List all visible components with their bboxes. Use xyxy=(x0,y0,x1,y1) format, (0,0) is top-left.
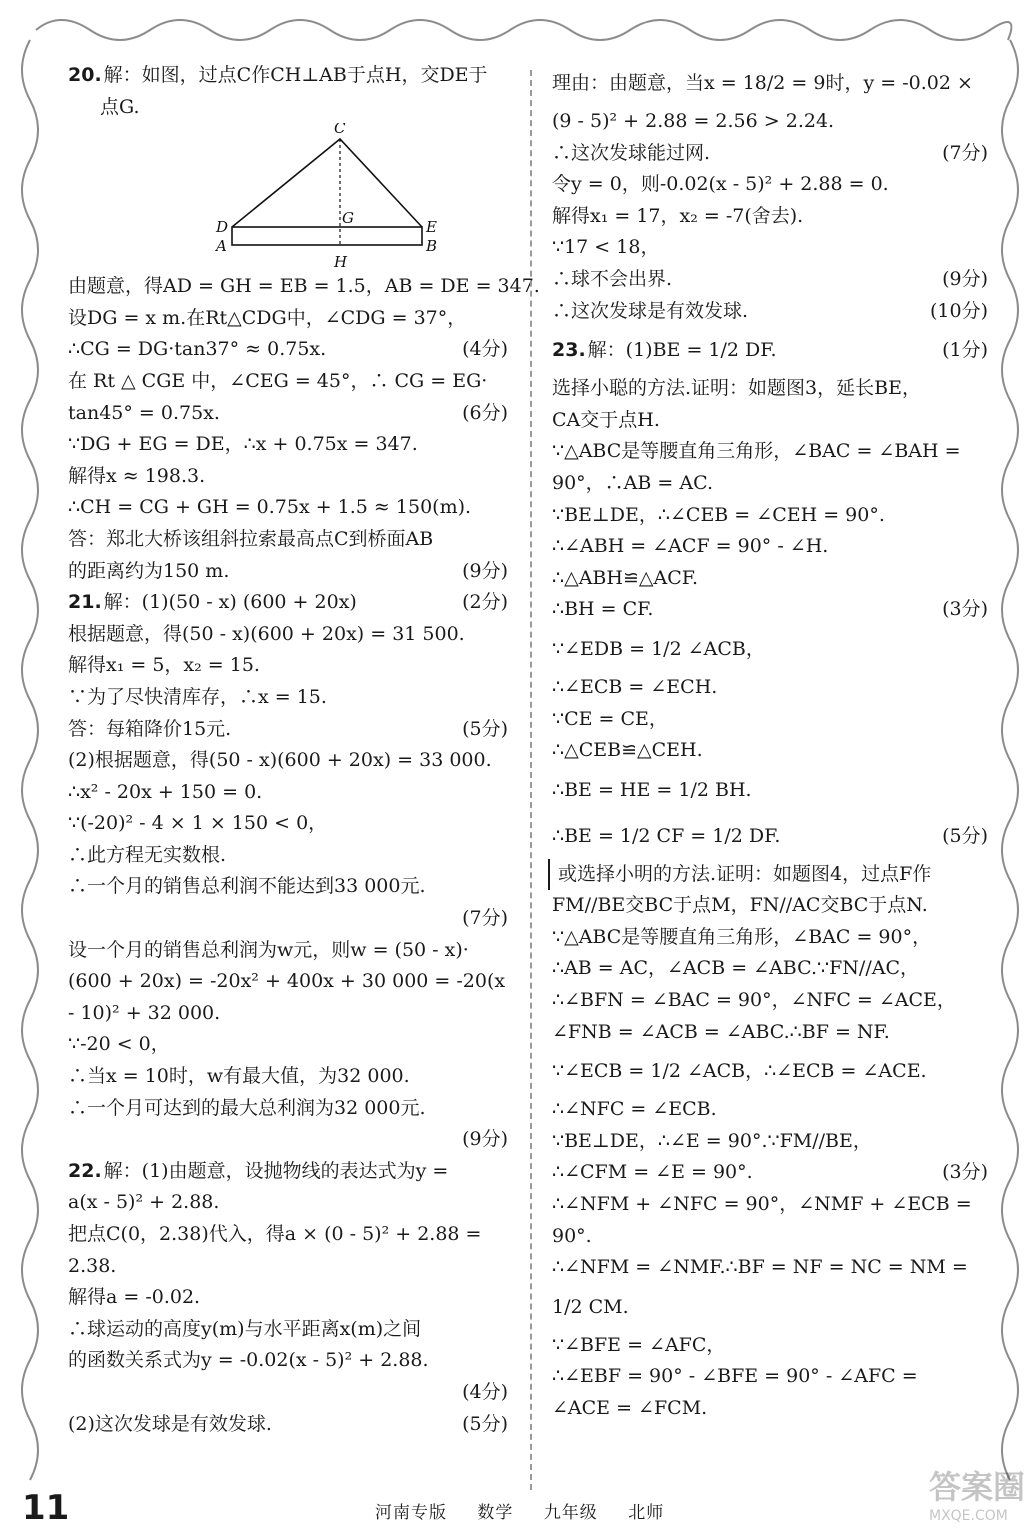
solution-text: ∵为了尽快清库存，∴x = 15. xyxy=(68,685,327,708)
score-marker: (3分) xyxy=(942,598,988,621)
solution-text: ∴当x = 10时，w有最大值，为32 000. xyxy=(68,1065,410,1088)
solution-text: 设一个月的销售总利润为w元，则w = (50 - x)· xyxy=(68,938,469,961)
left-line xyxy=(68,1409,508,1441)
left-line xyxy=(68,1345,508,1377)
solution-text: 90°，∴AB = AC. xyxy=(552,471,713,494)
solution-text: ∠FNB = ∠ACB = ∠ABC.∴BF = NF. xyxy=(552,1020,890,1043)
right-line xyxy=(552,169,988,201)
left-line xyxy=(68,871,508,903)
footer-subject: 数学 xyxy=(477,1503,514,1523)
right-line xyxy=(552,1017,988,1049)
question-number: 21. xyxy=(68,591,102,614)
solution-text: ∵CE = CE， xyxy=(552,707,668,730)
right-line xyxy=(552,1157,988,1189)
left-line xyxy=(68,619,508,651)
score-marker: (7分) xyxy=(942,141,988,164)
right-line xyxy=(552,201,988,233)
right-line xyxy=(552,813,988,859)
solution-text: 选择小聪的方法.证明：如题图3，延长BE， xyxy=(552,377,921,400)
left-line xyxy=(68,587,508,619)
right-line xyxy=(552,405,988,437)
footer-labels xyxy=(375,1498,688,1523)
left-line xyxy=(68,524,508,556)
question-number: 22. xyxy=(68,1159,102,1182)
left-line xyxy=(68,1314,508,1346)
watermark-logo xyxy=(929,1462,1025,1524)
right-line xyxy=(552,60,988,106)
solution-text: ∴△ABH≌△ACF. xyxy=(552,566,699,589)
left-line xyxy=(68,556,508,588)
solution-text: (600 + 20x) = -20x² + 400x + 30 000 = -20(x xyxy=(68,970,506,993)
right-line xyxy=(552,1393,988,1425)
score-marker: (3分) xyxy=(942,1161,988,1184)
question-number: 20. xyxy=(68,64,102,86)
solution-text: ∴球运动的高度y(m)与水平距离x(m)之间 xyxy=(68,1317,422,1340)
right-line xyxy=(552,264,988,296)
solution-text: ∴∠CFM = ∠E = 90°. xyxy=(552,1161,753,1184)
score-marker: (9分) xyxy=(462,559,508,582)
left-line xyxy=(68,303,508,335)
left-line xyxy=(68,1156,508,1188)
score-marker: (7分) xyxy=(462,907,508,930)
left-line xyxy=(68,935,508,967)
solution-text: ∴这次发球是有效发球. xyxy=(552,299,749,322)
left-line xyxy=(68,1093,508,1125)
point-label-d: D xyxy=(216,218,229,237)
question-number: 23. xyxy=(552,339,586,362)
right-line xyxy=(552,1189,988,1221)
right-line xyxy=(552,704,988,736)
score-marker: (2分) xyxy=(462,591,508,614)
cable-lines xyxy=(232,139,422,227)
footer-edition: 河南专版 xyxy=(375,1503,447,1523)
right-line xyxy=(552,232,988,264)
score-marker: (5分) xyxy=(462,717,508,740)
solution-text: 由题意，得AD = GH = EB = 1.5，AB = DE = 347. xyxy=(68,275,540,298)
solution-text: ∴AB = AC，∠ACB = ∠ABC.∵FN//AC， xyxy=(552,957,919,980)
score-marker: (5分) xyxy=(942,824,988,847)
right-line xyxy=(552,890,988,922)
solution-text: a(x - 5)² + 2.88. xyxy=(68,1191,220,1214)
right-line xyxy=(552,106,988,138)
solution-text: (2)这次发球是有效发球. xyxy=(68,1412,272,1435)
right-line xyxy=(552,468,988,500)
right-line xyxy=(552,138,988,170)
solution-text: ∴这次发球能过网. xyxy=(552,141,711,164)
left-line xyxy=(68,271,540,303)
solution-text: ∵(-20)² - 4 × 1 × 150 < 0， xyxy=(68,812,328,835)
right-line xyxy=(552,373,988,405)
solution-text: (2)根据题意，得(50 - x)(600 + 20x) = 33 000. xyxy=(68,749,492,772)
right-line xyxy=(552,767,988,813)
watermark-line1: 答案圈 xyxy=(928,1468,1025,1506)
solution-text: 解得x₁ = 5，x₂ = 15. xyxy=(68,654,260,677)
solution-text: 理由：由题意，当x = 18/2 = 9时，y = -0.02 × xyxy=(552,72,973,94)
solution-text: tan45° = 0.75x. xyxy=(68,401,220,424)
watermark-line2: MXQE.COM xyxy=(928,1508,1008,1524)
left-line xyxy=(68,903,508,935)
solution-text: 点G. xyxy=(100,95,140,118)
left-line xyxy=(68,650,508,682)
left-line xyxy=(68,1124,508,1156)
score-marker: (4分) xyxy=(462,338,508,361)
solution-text: 2.38. xyxy=(68,1254,117,1277)
solution-text: ∴∠NFC = ∠ECB. xyxy=(552,1098,717,1121)
left-line xyxy=(68,1219,508,1251)
right-line xyxy=(548,859,988,891)
score-marker: (9分) xyxy=(942,267,988,290)
solution-text: ∴∠ECB = ∠ECH. xyxy=(552,675,718,698)
right-line xyxy=(552,672,988,704)
right-line xyxy=(552,1361,988,1393)
right-line xyxy=(552,953,988,985)
solution-text: ∵∠ECB = 1/2 ∠ACB，∴∠ECB = ∠ACE. xyxy=(552,1060,927,1083)
left-line xyxy=(68,714,508,746)
solution-text: 解：(1)(50 - x) (600 + 20x) xyxy=(103,591,357,614)
solution-text: ∵△ABC是等腰直角三角形，∠BAC = ∠BAH = xyxy=(552,440,961,463)
solution-text: ∴BE = 1/2 CF = 1/2 DF. xyxy=(552,824,781,847)
solution-text: ∴∠EBF = 90° - ∠BFE = 90° - ∠AFC = xyxy=(552,1365,918,1388)
left-line xyxy=(68,745,508,777)
left-line xyxy=(68,92,508,124)
point-label-e: E xyxy=(426,218,437,237)
solution-text: ∴一个月的销售总利润不能达到33 000元. xyxy=(68,875,426,898)
solution-text: ∵17 < 18， xyxy=(552,236,660,259)
right-line xyxy=(552,1221,988,1253)
solution-text: ∴∠NFM = ∠NMF.∴BF = NF = NC = NM = xyxy=(552,1256,968,1279)
solution-text: 令y = 0，则-0.02(x - 5)² + 2.88 = 0. xyxy=(552,173,889,196)
left-line xyxy=(68,682,508,714)
point-label-h: H xyxy=(334,253,348,272)
solution-text: 把点C(0，2.38)代入，得a × (0 - 5)² + 2.88 = xyxy=(68,1223,482,1245)
left-line xyxy=(68,398,508,430)
left-line xyxy=(68,966,508,998)
footer-version: 北师 xyxy=(628,1503,665,1523)
score-marker: (1分) xyxy=(942,339,988,362)
column-divider xyxy=(530,70,532,1490)
solution-text: ∵BE⊥DE，∴∠CEB = ∠CEH = 90°. xyxy=(552,503,885,526)
score-marker: (6分) xyxy=(462,401,508,424)
solution-text: 解：(1)由题意，设抛物线的表达式为y = xyxy=(103,1159,449,1182)
left-line xyxy=(68,492,508,524)
solution-text: ∴∠ABH = ∠ACF = 90° - ∠H. xyxy=(552,535,829,558)
score-marker: (10分) xyxy=(929,299,988,322)
left-line xyxy=(68,777,508,809)
right-line xyxy=(552,1126,988,1158)
solution-text: 解：如图，过点C作CH⊥AB于点H，交DE于 xyxy=(103,64,488,86)
solution-text: 90°. xyxy=(552,1224,592,1247)
right-line xyxy=(552,296,988,328)
solution-text: 的距离约为150 m. xyxy=(68,559,230,582)
point-label-g: G xyxy=(342,209,354,228)
right-line xyxy=(552,563,988,595)
solution-text: ∵△ABC是等腰直角三角形，∠BAC = 90°， xyxy=(552,925,932,948)
solution-text: ∴CH = CG + GH = 0.75x + 1.5 ≈ 150(m). xyxy=(68,496,472,519)
score-marker: (4分) xyxy=(462,1380,508,1403)
left-line xyxy=(68,60,508,92)
right-line xyxy=(552,1330,988,1362)
solution-text: 的函数关系式为y = -0.02(x - 5)² + 2.88. xyxy=(68,1349,429,1372)
right-column xyxy=(552,60,988,1425)
solution-text: ∴BH = CF. xyxy=(552,598,654,621)
solution-text: ∴此方程无实数根. xyxy=(68,843,227,866)
solution-text: 解得x ≈ 198.3. xyxy=(68,464,206,487)
solution-text: 解得a = -0.02. xyxy=(68,1286,201,1309)
right-line xyxy=(552,1284,988,1330)
point-label-a: A xyxy=(216,237,227,256)
left-line xyxy=(68,1251,508,1283)
solution-text: ∵∠BFE = ∠AFC， xyxy=(552,1333,726,1356)
right-line xyxy=(552,436,988,468)
right-line xyxy=(552,500,988,532)
solution-text: ∴BE = HE = 1/2 BH. xyxy=(552,778,752,801)
solution-text: 根据题意，得(50 - x)(600 + 20x) = 31 500. xyxy=(68,622,465,645)
bridge-deck xyxy=(232,227,422,245)
right-line xyxy=(552,1048,988,1094)
solution-text: 1/2 CM. xyxy=(552,1295,629,1318)
solution-text: ∵DG + EG = DE，∴x + 0.75x = 347. xyxy=(68,433,418,456)
solution-text: CA交于点H. xyxy=(552,408,660,431)
right-line xyxy=(552,1094,988,1126)
left-column xyxy=(68,60,540,1440)
right-line xyxy=(552,531,988,563)
left-line xyxy=(68,1187,508,1219)
solution-text: ∴△CEB≌△CEH. xyxy=(552,739,703,762)
right-line xyxy=(552,327,988,373)
left-line xyxy=(68,1029,508,1061)
bridge-diagram xyxy=(92,123,508,271)
page-footer xyxy=(0,1468,1033,1530)
solution-text: 或选择小明的方法.证明：如题图4，过点F作 xyxy=(558,862,932,885)
point-label-c: C xyxy=(334,123,346,138)
solution-text: ∴x² - 20x + 150 = 0. xyxy=(68,780,263,803)
left-line xyxy=(68,429,508,461)
solution-text: 在 Rt △ CGE 中，∠CEG = 45°，∴ CG = EG· xyxy=(68,369,488,392)
footer-grade: 九年级 xyxy=(543,1503,598,1523)
solution-text: ∵-20 < 0， xyxy=(68,1033,170,1056)
solution-text: 答：郑北大桥该组斜拉索最高点C到桥面AB xyxy=(68,527,434,550)
right-line xyxy=(552,1252,988,1284)
left-line xyxy=(68,461,508,493)
solution-text: 设DG = x m.在Rt△CDG中，∠CDG = 37°， xyxy=(68,306,467,329)
solution-text: ∵BE⊥DE，∴∠E = 90°.∵FM//BE， xyxy=(552,1129,872,1152)
right-line xyxy=(552,922,988,954)
solution-text: 答：每箱降价15元. xyxy=(68,717,232,740)
solution-text: - 10)² + 32 000. xyxy=(68,1001,221,1024)
solution-text: ∵∠EDB = 1/2 ∠ACB， xyxy=(552,637,765,660)
solution-text: ∴∠BFN = ∠BAC = 90°，∠NFC = ∠ACE， xyxy=(552,989,956,1012)
left-line xyxy=(68,840,508,872)
score-marker: (5分) xyxy=(462,1412,508,1435)
score-marker: (9分) xyxy=(462,1128,508,1151)
solution-text: FM//BE交BC于点M，FN//AC交BC于点N. xyxy=(552,894,928,917)
solution-text: ∴球不会出界. xyxy=(552,267,673,290)
right-line xyxy=(552,594,988,626)
left-line xyxy=(68,1282,508,1314)
left-line xyxy=(68,334,508,366)
right-line xyxy=(552,735,988,767)
page-number: 11 xyxy=(22,1488,70,1528)
solution-text: ∴∠NFM + ∠NFC = 90°，∠NMF + ∠ECB = xyxy=(552,1193,972,1216)
right-line xyxy=(552,985,988,1017)
solution-text: ∴CG = DG·tan37° ≈ 0.75x. xyxy=(68,338,327,361)
right-line xyxy=(552,626,988,672)
solution-text: (9 - 5)² + 2.88 = 2.56 > 2.24. xyxy=(552,110,835,132)
left-line xyxy=(68,808,508,840)
left-line xyxy=(68,998,508,1030)
left-line xyxy=(68,1061,508,1093)
solution-text: ∠ACE = ∠FCM. xyxy=(552,1397,708,1419)
point-label-b: B xyxy=(426,237,438,256)
solution-text: ∴一个月可达到的最大总利润为32 000元. xyxy=(68,1096,426,1119)
left-line xyxy=(68,366,508,398)
solution-text: 解：(1)BE = 1/2 DF. xyxy=(587,339,777,362)
left-line xyxy=(68,1377,508,1409)
solution-text: 解得x₁ = 17，x₂ = -7(舍去). xyxy=(552,204,804,227)
